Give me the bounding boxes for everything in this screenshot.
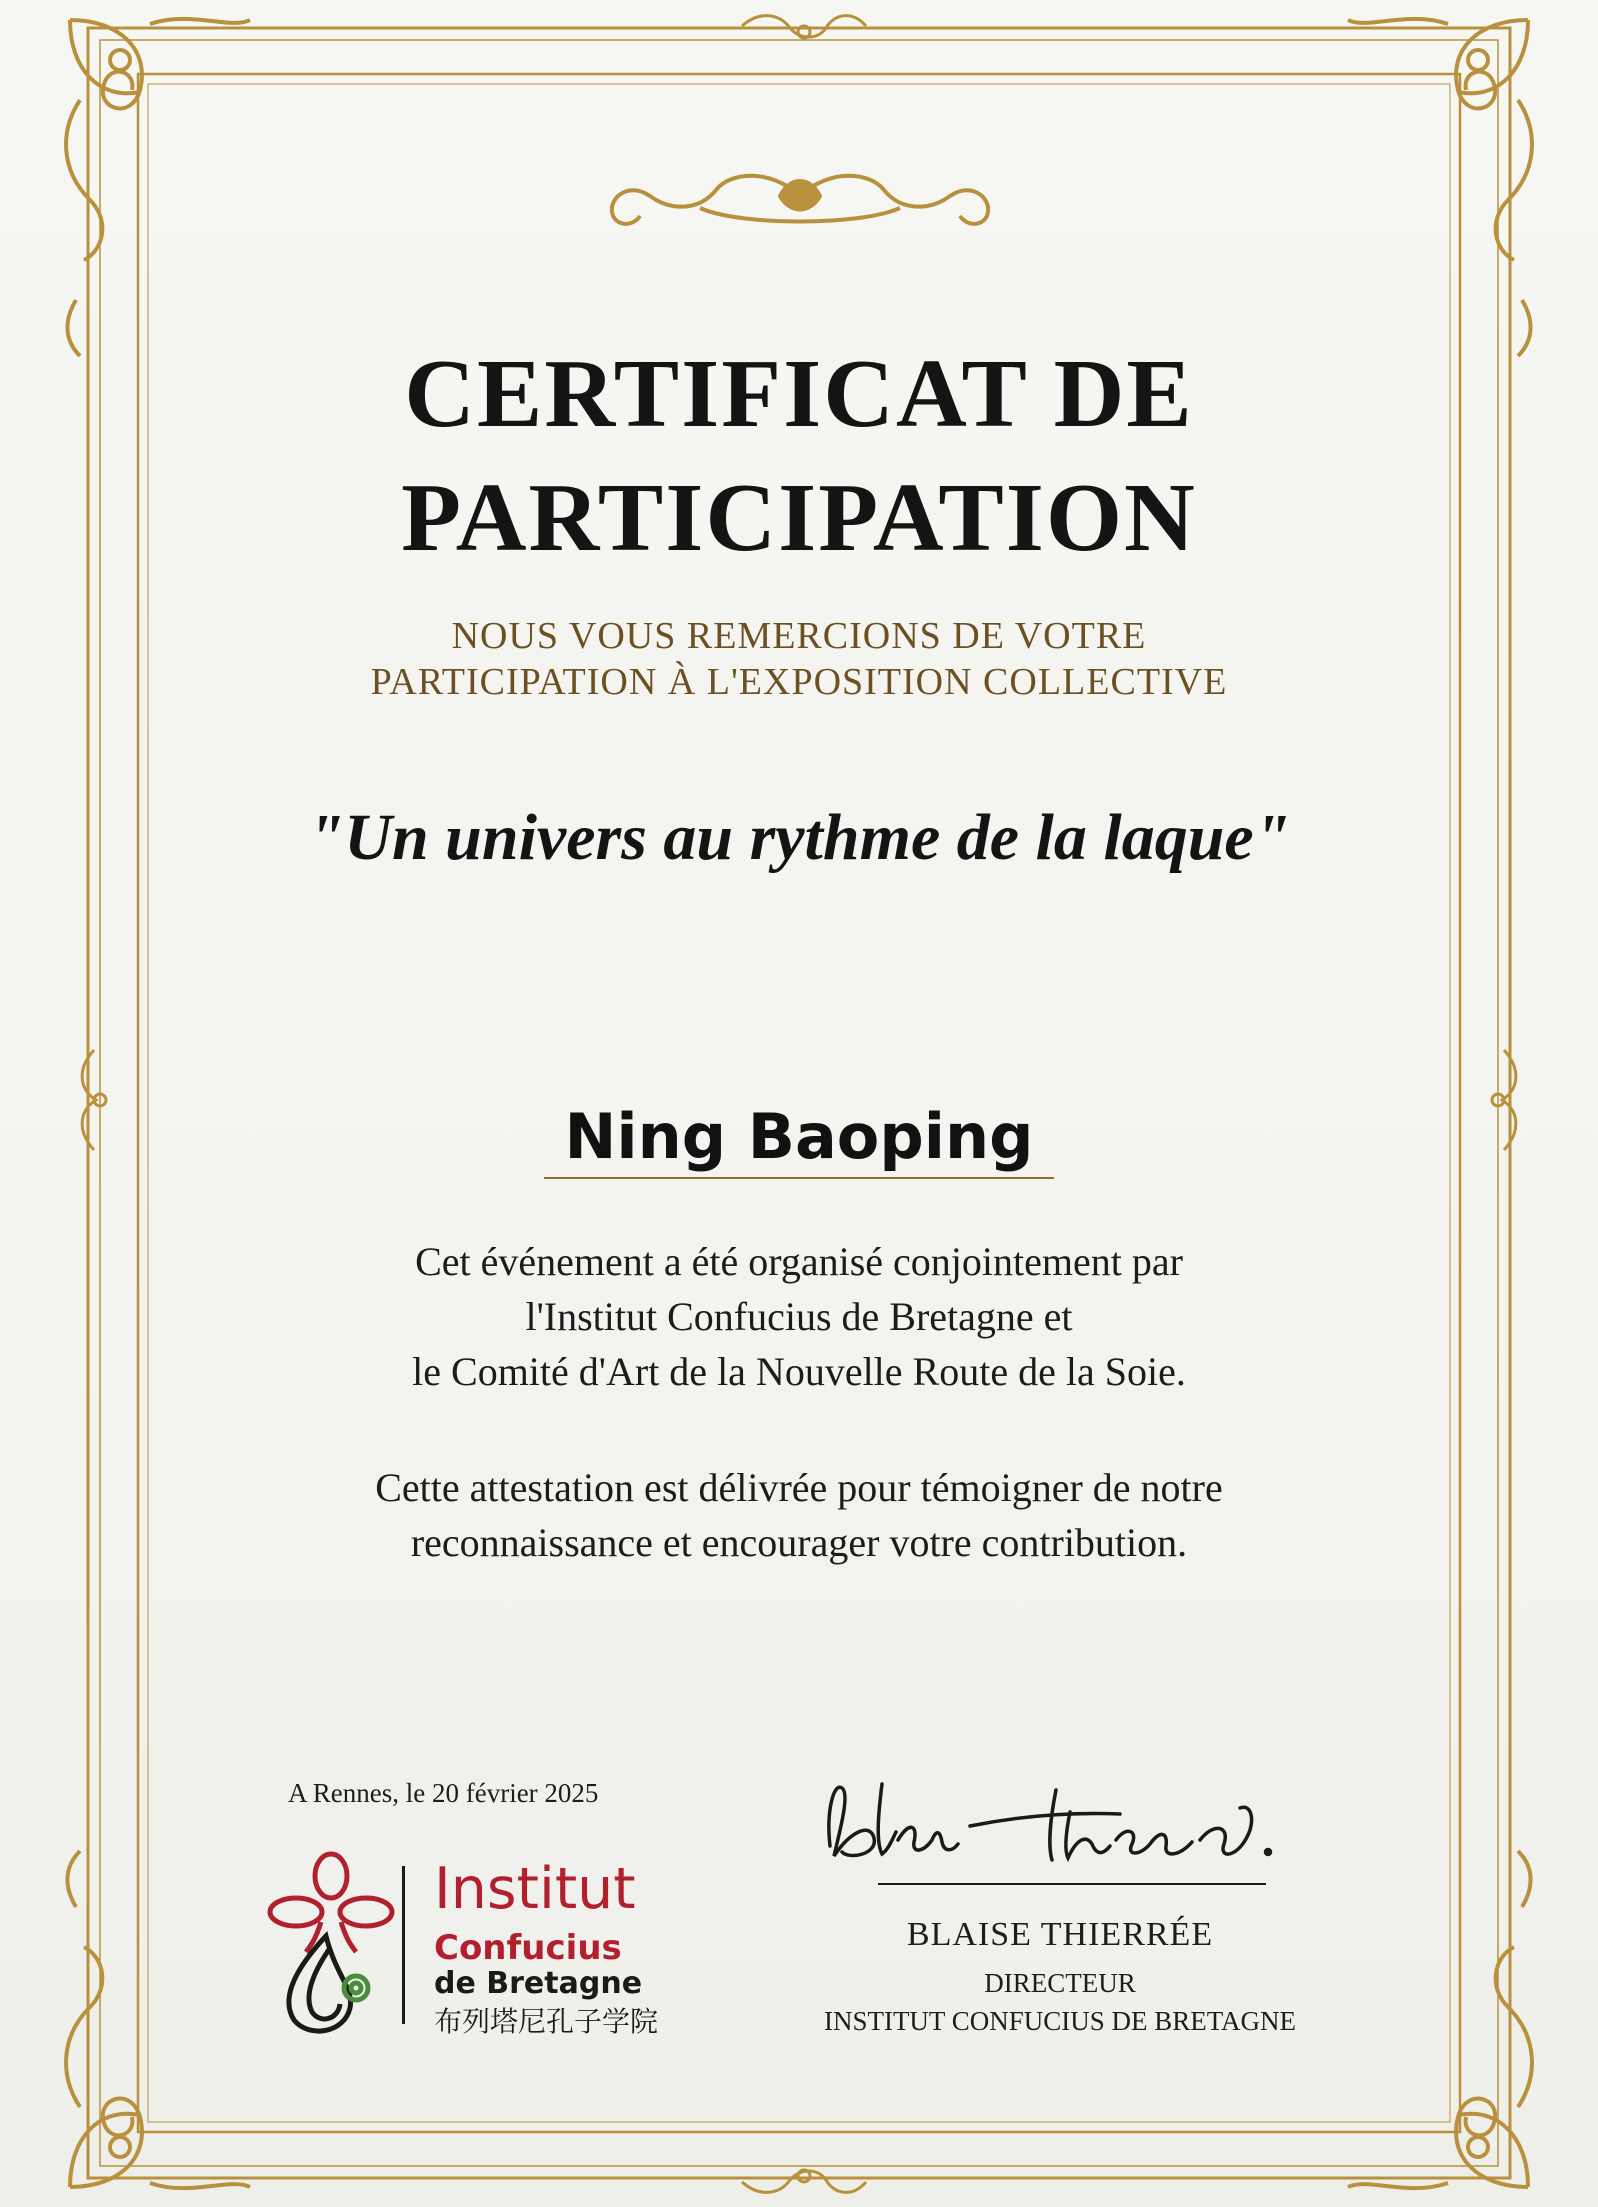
signatory-organization: INSTITUT CONFUCIUS DE BRETAGNE	[823, 2006, 1297, 2036]
certificate-title-line-1: CERTIFICAT DE	[404, 340, 1194, 448]
corner-ornament-bottom-left	[66, 1851, 250, 2188]
subtitle-line-2: PARTICIPATION À L'EXPOSITION COLLECTIVE	[370, 661, 1228, 703]
paragraph-1-line: Cet événement a été organisé conjointement par	[415, 1239, 1183, 1284]
institut-confucius-logo	[266, 1848, 666, 2038]
recipient-name: Ning Baoping	[544, 1100, 1053, 1179]
corner-ornament-top-right	[1348, 19, 1532, 356]
signatory-name: BLAISE THIERRÉE	[906, 1916, 1214, 1953]
certificate-title-line-2: PARTICIPATION	[401, 464, 1197, 572]
corner-ornament-bottom-right	[1348, 1851, 1532, 2188]
logo-text-confucius: Confucius	[434, 1928, 622, 1968]
subtitle-line-1: NOUS VOUS REMERCIONS DE VOTRE	[451, 615, 1147, 657]
exhibition-title: "Un univers au rythme de la laque"	[307, 801, 1291, 874]
recipient-block	[0, 1100, 1598, 1179]
paragraph-1-line: le Comité d'Art de la Nouvelle Route de la Soie.	[412, 1349, 1186, 1394]
header-ornament	[612, 176, 988, 224]
paragraph-1-line: l'Institut Confucius de Bretagne et	[525, 1294, 1073, 1339]
paragraph-2-line: reconnaissance et encourager votre contribution.	[410, 1520, 1188, 1565]
place-and-date: A Rennes, le 20 février 2025	[288, 1778, 599, 1808]
paragraph-2-line: Cette attestation est délivrée pour témoigner de notre	[375, 1465, 1223, 1510]
signature-line	[878, 1883, 1266, 1885]
logo-text-institut: Institut	[434, 1856, 636, 1922]
logo-symbol-icon	[266, 1848, 396, 2038]
logo-text-bretagne: de Bretagne	[434, 1966, 643, 2001]
corner-ornament-top-left	[66, 19, 250, 356]
signatory-role: DIRECTEUR	[984, 1968, 1136, 1998]
frame-bottom-flourish	[742, 2170, 866, 2192]
logo-divider	[402, 1866, 405, 2024]
logo-text-chinese: 布列塔尼孔子学院	[434, 2005, 659, 2038]
handwritten-signature	[820, 1760, 1300, 1880]
